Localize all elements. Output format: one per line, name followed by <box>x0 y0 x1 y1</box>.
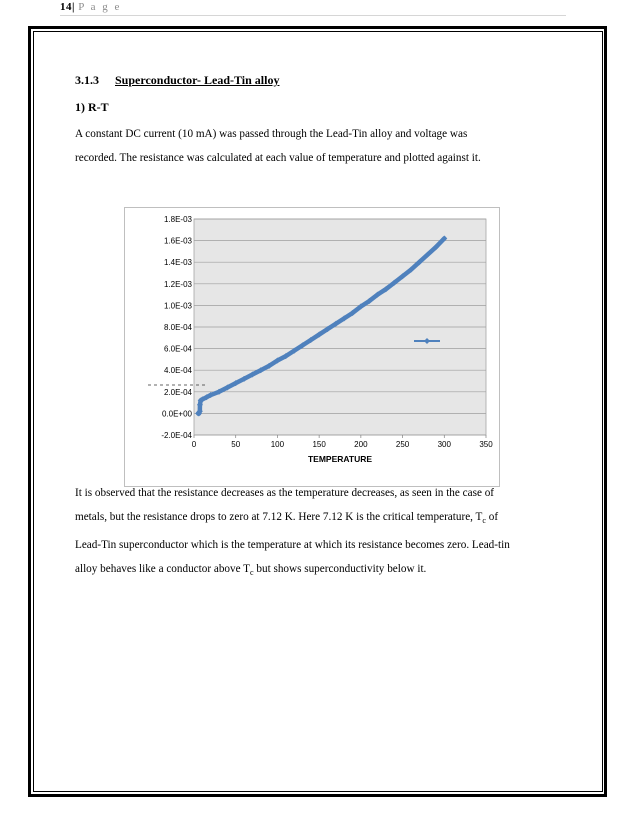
obs-line-2-subscript: c <box>482 516 486 526</box>
obs-line-2 <box>75 505 575 533</box>
obs-line-3: Lead-Tin superconductor which is the temperature at which its resistance becomes zero. Lead-tin <box>75 539 510 552</box>
y-tick-label: 4.0E-04 <box>163 366 192 376</box>
x-tick-label: 350 <box>479 440 493 449</box>
section-title: Superconductor- Lead-Tin alloy <box>115 73 280 87</box>
y-tick-label: 1.6E-03 <box>163 236 192 246</box>
x-tick-label: 0 <box>191 440 197 449</box>
page-header <box>60 1 121 13</box>
x-tick-label: 200 <box>354 440 368 449</box>
y-tick-label: 0.0E+00 <box>161 409 192 419</box>
obs-line-4-end: but shows superconductivity below it. <box>253 563 427 576</box>
obs-line-2-text: metals, but the resistance drops to zero at 7.12 K. Here 7.12 K is the critical temperature, T <box>75 511 483 523</box>
y-tick-label: 1.8E-03 <box>163 215 192 224</box>
x-tick-label: 150 <box>312 440 326 449</box>
y-tick-label: 1.0E-03 <box>163 301 192 311</box>
section-heading <box>75 73 279 88</box>
page-number: 14 <box>60 1 72 13</box>
x-tick-label: 50 <box>231 440 241 449</box>
intro-paragraph <box>75 122 575 170</box>
subsection-heading: 1) R-T <box>75 100 109 114</box>
intro-line-2: recorded. The resistance was calculated at each value of temperature and plotted against it. <box>75 152 481 164</box>
x-tick-label: 100 <box>270 440 285 449</box>
page-separator: | <box>72 1 75 13</box>
obs-line-4-subscript: c <box>250 568 254 578</box>
x-tick-label: 300 <box>437 440 451 449</box>
intro-line-1: A constant DC current (10 mA) was passed through the Lead-Tin alloy and voltage was <box>75 128 468 140</box>
section-number: 3.1.3 <box>75 73 99 87</box>
obs-line-2-end: of <box>485 511 499 523</box>
y-tick-label: 8.0E-04 <box>163 323 192 332</box>
obs-line-1: It is observed that the resistance decreases as the temperature decreases, as seen in the case of <box>75 487 495 499</box>
rt-chart <box>124 207 500 487</box>
x-tick-label: 250 <box>395 440 410 449</box>
y-tick-label: 1.2E-03 <box>163 279 192 289</box>
y-tick-label: 1.4E-03 <box>163 258 192 268</box>
header-rule <box>60 15 566 16</box>
obs-line-4 <box>75 557 575 585</box>
y-tick-label: 6.0E-04 <box>163 344 192 354</box>
observation-paragraph <box>75 481 575 585</box>
x-axis-label: TEMPERATURE <box>307 454 373 464</box>
y-tick-label: -2.0E-04 <box>161 431 192 440</box>
obs-line-4-text: alloy behaves like a conductor above T <box>75 563 251 576</box>
page-label: P a g e <box>78 1 122 13</box>
y-tick-label: 2.0E-04 <box>163 387 192 397</box>
